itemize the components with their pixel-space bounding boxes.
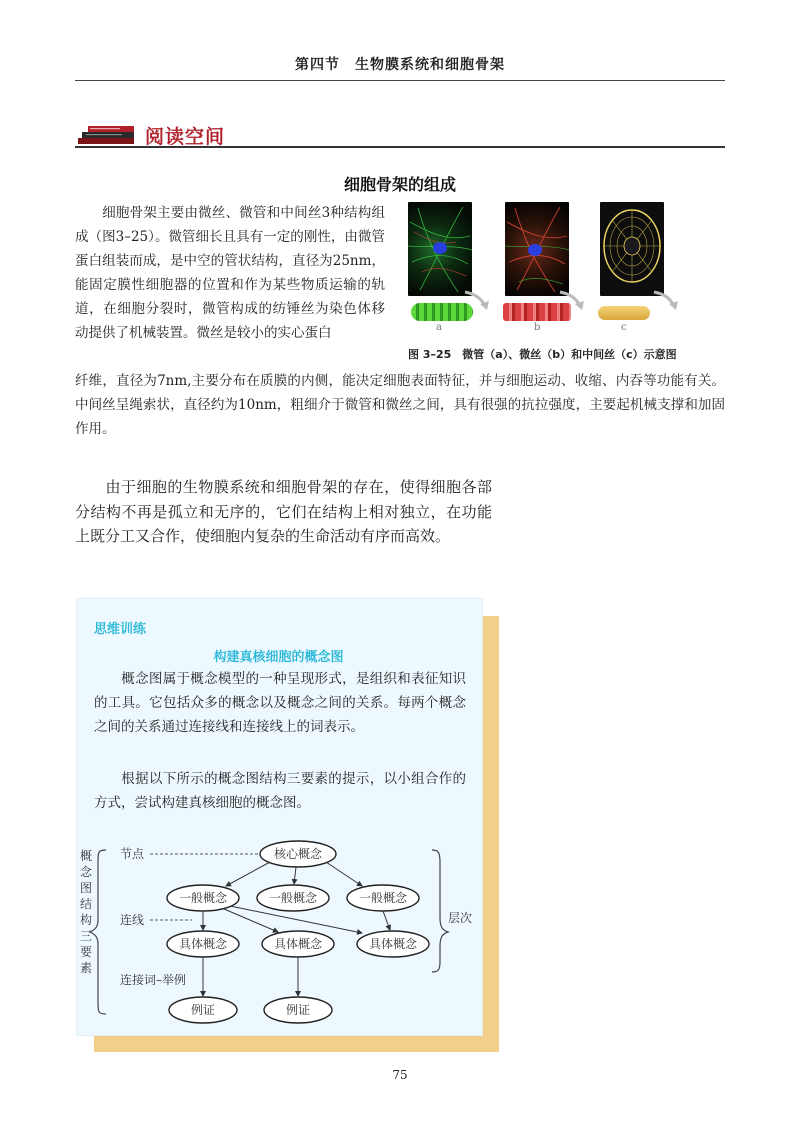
left-label-char: 要	[80, 945, 93, 959]
training-paragraph-1	[94, 667, 466, 739]
concept-map-diagram	[80, 832, 480, 1032]
left-label-char: 结	[80, 897, 93, 911]
training-text-1: 概念图属于概念模型的一种呈现形式，是组织和表征知识的工具。它包括众多的概念以及概念之间的关系。每两个概念之间的关系通过连接线和连接线上的词表示。	[94, 671, 466, 735]
running-header: 第四节 生物膜系统和细胞骨架	[295, 57, 505, 73]
intro-paragraph-continued: 纤维，直径为7nm,主要分布在质膜的内侧，能决定细胞表面特征，并与细胞运动、收缩、内吞等功能有关。中间丝呈绳索状，直径约为10nm，粗细介于微管和微丝之间，具有很强的抗拉强度，主要起机械支撑和加固作用。	[75, 373, 725, 437]
example-node-label: 例证	[190, 1003, 216, 1017]
link-label: 连线	[120, 913, 145, 927]
page-number: 75	[392, 1068, 408, 1082]
left-brace	[90, 850, 106, 1014]
training-title: 构建真核细胞的概念图	[213, 650, 344, 665]
figure-label-b: b	[534, 322, 541, 333]
specific-node-label: 具体概念	[273, 937, 323, 951]
training-paragraph-2	[94, 767, 466, 815]
intro-paragraph-wrapped	[75, 201, 385, 345]
left-label-char: 概	[80, 849, 93, 863]
article-title: 细胞骨架的组成	[343, 175, 456, 194]
left-brace-label	[80, 848, 93, 975]
general-node-label: 一般概念	[178, 891, 228, 905]
left-label-char: 念	[80, 865, 93, 879]
core-node-label: 核心概念	[273, 847, 323, 861]
concept-links	[203, 862, 390, 996]
left-label-char: 构	[80, 913, 93, 927]
hierarchy-label: 层次	[448, 911, 473, 925]
training-text-2: 根据以下所示的概念图结构三要素的提示，以小组合作的方式，尝试构建真核细胞的概念图。	[94, 771, 466, 811]
intermediate-filament-micrograph	[600, 202, 664, 296]
node-label: 节点	[120, 847, 145, 861]
microfilament-model	[503, 303, 571, 321]
left-label-char: 素	[80, 961, 93, 975]
specific-node-label: 具体概念	[368, 937, 418, 951]
banner-rule	[75, 146, 725, 148]
specific-node-label: 具体概念	[178, 937, 228, 951]
figure-label-c: c	[621, 322, 627, 333]
arrow-icon	[652, 290, 682, 312]
books-icon	[78, 126, 136, 146]
microtubule-model	[411, 303, 473, 321]
right-brace	[432, 850, 448, 972]
cytoskeleton-figure	[408, 202, 723, 367]
general-node-label: 一般概念	[268, 891, 318, 905]
microfilament-micrograph	[505, 202, 569, 296]
intro-text-part1: 细胞骨架主要由微丝、微管和中间丝3种结构组成（图3–25）。微管细长且具有一定的刚性，由微管蛋白组装而成，是中空的管状结构，直径为25nm，能固定膜性细胞器的位置和作为某些物质运输的轨道，在细胞分裂时，微管构成的纺锤丝为染色体移动提供了机械装置。微丝是较小的实心蛋白	[75, 205, 385, 341]
left-label-char: 三	[80, 929, 93, 943]
summary-text: 由于细胞的生物膜系统和细胞骨架的存在，使得细胞各部分结构不再是孤立和无序的，它们在结构上相对独立，在功能上既分工又合作，使细胞内复杂的生命活动有序而高效。	[75, 478, 492, 545]
section-banner-title: 阅读空间	[145, 126, 226, 148]
intermediate-filament-model	[598, 306, 650, 320]
summary-paragraph	[75, 475, 492, 549]
left-label-char: 图	[80, 881, 93, 895]
header-rule	[75, 80, 725, 81]
microtubule-micrograph	[408, 202, 472, 296]
linkword-label: 连接词–举例	[120, 973, 187, 987]
training-label: 思维训练	[94, 622, 147, 637]
figure-caption: 图 3–25 微管（a）、微丝（b）和中间丝（c）示意图	[408, 348, 677, 361]
general-node-label: 一般概念	[358, 891, 408, 905]
example-node-label: 例证	[285, 1003, 311, 1017]
figure-label-a: a	[436, 322, 442, 333]
